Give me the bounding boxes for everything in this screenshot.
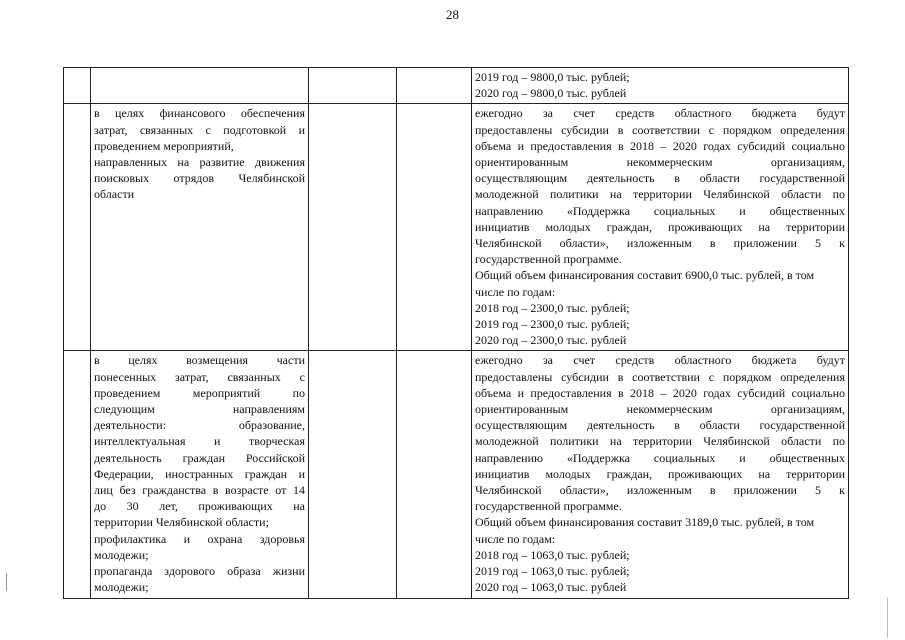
- funding-line: осуществляющим деятельность в области государственной: [475, 171, 845, 186]
- description-line: поисковых отрядов Челябинской: [94, 171, 305, 186]
- funding-line: 2018 год – 2300,0 тыс. рублей;: [475, 300, 630, 315]
- description-line: молодежи;: [94, 580, 149, 595]
- description-line: проведением мероприятий,: [94, 138, 234, 153]
- description-cell: [91, 351, 309, 598]
- funding-cell: [472, 68, 849, 104]
- description-line: интеллектуальная и творческая: [94, 434, 305, 449]
- funding-line: 2020 год – 1063,0 тыс. рублей: [475, 580, 627, 595]
- funding-line: предоставлены субсидии в соответствии с порядком определения: [475, 122, 845, 137]
- funding-line: инициатив молодых граждан, проживающих на территории: [475, 466, 845, 481]
- description-line: Федерации, иностранных граждан и: [94, 466, 305, 481]
- funding-line: государственной программе.: [475, 252, 622, 267]
- number-cell: [64, 68, 91, 104]
- description-cell: [91, 68, 309, 104]
- table-row: [64, 351, 849, 598]
- empty-cell: [397, 351, 472, 598]
- funding-line: государственной программе.: [475, 499, 622, 514]
- description-line: следующим направлениям: [94, 402, 305, 417]
- funding-line: объема и предоставления в 2018 – 2020 годах субсидий социально: [475, 385, 845, 400]
- funding-line: Челябинской области», изложенным в приложении 5 к: [475, 483, 845, 498]
- description-line: проведением мероприятий по: [94, 385, 305, 400]
- description-line: направленных на развитие движения: [94, 155, 305, 170]
- funding-line: Челябинской области», изложенным в приложении 5 к: [475, 236, 845, 251]
- table-row: [64, 104, 849, 351]
- funding-line: направлению «Поддержка социальных и общественных: [475, 450, 845, 465]
- description-line: понесенных затрат, связанных с: [94, 369, 305, 384]
- funding-line: ежегодно за счет средств областного бюджета будут: [475, 353, 845, 368]
- description-line: области: [94, 187, 135, 202]
- funding-line: 2019 год – 9800,0 тыс. рублей;: [475, 70, 630, 84]
- funding-line: 2019 год – 2300,0 тыс. рублей;: [475, 317, 630, 332]
- description-line: затрат, связанных с подготовкой и: [94, 122, 305, 137]
- funding-cell: [472, 104, 849, 351]
- funding-line: 2019 год – 1063,0 тыс. рублей;: [475, 564, 630, 579]
- number-cell: [64, 351, 91, 598]
- funding-line: числе по годам:: [475, 531, 556, 546]
- description-line: лиц без гражданства в возрасте от 14: [94, 483, 305, 498]
- description-line: молодежи;: [94, 547, 149, 562]
- description-line: пропаганда здорового образа жизни: [94, 564, 305, 579]
- empty-cell: [309, 104, 397, 351]
- funding-line: ориентированным некоммерческим организациям,: [475, 155, 845, 170]
- description-line: деятельность граждан Российской: [94, 450, 305, 465]
- page-number: 28: [446, 7, 459, 22]
- funding-line: инициатив молодых граждан, проживающих на территории: [475, 219, 845, 234]
- funding-cell: [472, 351, 849, 598]
- funding-line: Общий объем финансирования составит 3189,0 тыс. рублей, в том: [475, 515, 815, 530]
- funding-line: ежегодно за счет средств областного бюджета будут: [475, 106, 845, 121]
- funding-line: числе по годам:: [475, 284, 556, 299]
- funding-line: 2020 год – 9800,0 тыс. рублей: [475, 86, 627, 101]
- empty-cell: [397, 68, 472, 104]
- description-line: в целях финансового обеспечения: [94, 106, 305, 121]
- funding-line: 2018 год – 1063,0 тыс. рублей;: [475, 547, 630, 562]
- description-line: профилактика и охрана здоровья: [94, 531, 305, 546]
- funding-line: осуществляющим деятельность в области государственной: [475, 418, 845, 433]
- program-table: [63, 67, 849, 599]
- funding-line: Общий объем финансирования составит 6900,0 тыс. рублей, в том: [475, 268, 815, 283]
- empty-cell: [397, 104, 472, 351]
- description-line: до 30 лет, проживающих на: [94, 499, 305, 514]
- scan-mark: [6, 573, 7, 591]
- table-row: [64, 68, 849, 104]
- funding-line: объема и предоставления в 2018 – 2020 годах субсидий социально: [475, 138, 845, 153]
- description-line: деятельности: образование,: [94, 418, 305, 433]
- number-cell: [64, 104, 91, 351]
- funding-line: предоставлены субсидии в соответствии с порядком определения: [475, 369, 845, 384]
- funding-line: молодежной политики на территории Челябинской области по: [475, 434, 845, 449]
- description-cell: [91, 104, 309, 351]
- empty-cell: [309, 68, 397, 104]
- funding-line: ориентированным некоммерческим организациям,: [475, 402, 845, 417]
- funding-line: направлению «Поддержка социальных и общественных: [475, 203, 845, 218]
- funding-line: 2020 год – 2300,0 тыс. рублей: [475, 333, 627, 348]
- empty-cell: [309, 351, 397, 598]
- scan-mark: [887, 598, 888, 638]
- description-line: территории Челябинской области;: [94, 515, 269, 530]
- funding-line: молодежной политики на территории Челябинской области по: [475, 187, 845, 202]
- description-line: в целях возмещения части: [94, 353, 305, 368]
